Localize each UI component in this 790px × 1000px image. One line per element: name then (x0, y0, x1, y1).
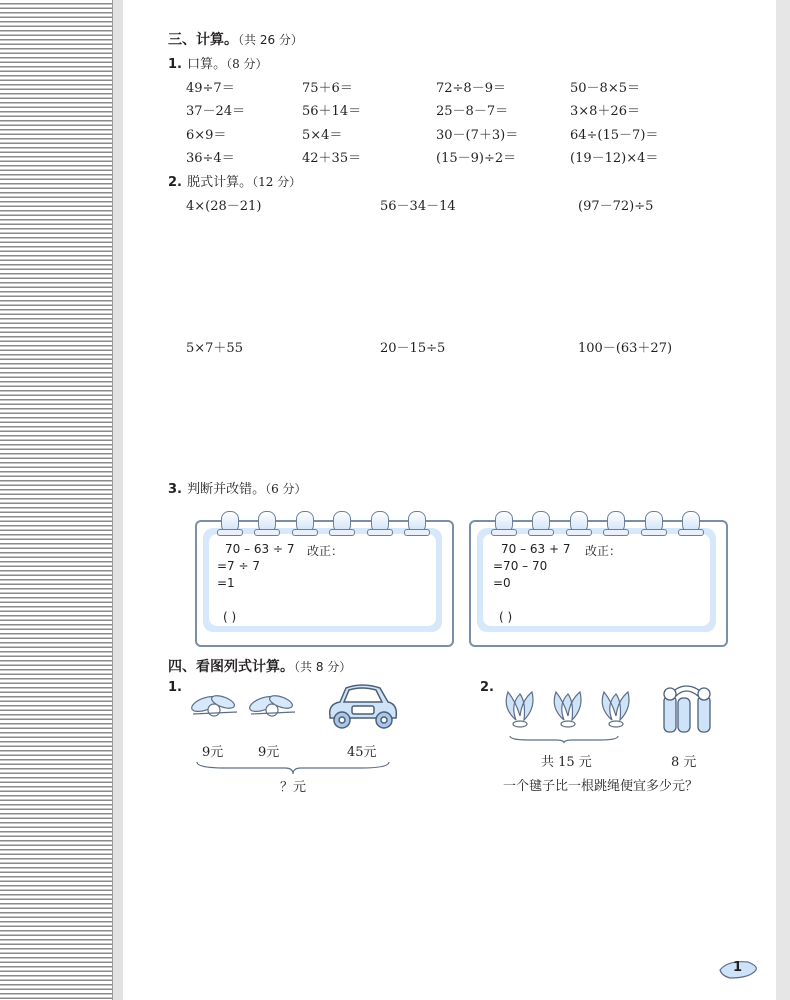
q2-r1-c1: 20－15÷5 (380, 341, 446, 356)
q2-label: 脱式计算。 (187, 175, 253, 190)
q1-r2-c3: 64÷(15－7)＝ (570, 128, 659, 143)
q1-r3-c0: 36÷4＝ (186, 151, 235, 166)
q1-r0-c0: 49÷7＝ (186, 81, 235, 96)
q1-r0-c1: 75＋6＝ (302, 81, 353, 96)
q2-r0-c2: (97－72)÷5 (578, 199, 654, 214)
page-number: 1 (733, 960, 743, 975)
shuttlecock-icon (498, 688, 638, 734)
q2-r1-c2: 100－(63＋27) (578, 341, 673, 356)
card-1-fix-label: 改正： (307, 544, 344, 558)
q1-r2-c1: 5×4＝ (302, 128, 343, 143)
judge-card-2 (469, 520, 728, 647)
card-2-fix-label: 改正： (585, 544, 622, 558)
binder-ring-icon (296, 511, 314, 533)
card-1-answer-paren[interactable]: ( ) (223, 610, 237, 624)
shuttle-brace (508, 734, 620, 744)
left-stripe-margin (0, 0, 113, 1000)
q3-heading (168, 478, 307, 497)
section4-title: 四、看图列式计算。 (168, 659, 294, 675)
q1-label: 口算。 (187, 57, 227, 72)
q1-r3-c2: (15－9)÷2＝ (436, 151, 517, 166)
section4-points: （共 8 分） (294, 660, 352, 674)
q2-heading (168, 171, 301, 190)
binder-ring-icon (682, 511, 700, 533)
q1-r1-c2: 25－8－7＝ (436, 104, 509, 119)
q1-number: 1. (168, 57, 182, 72)
q2-points: （12 分） (252, 175, 302, 189)
q2-r1-c0: 5×7＋55 (186, 341, 243, 356)
car-price: 45元 (347, 745, 377, 760)
binder-ring-icon (371, 511, 389, 533)
section3-points: （共 26 分） (238, 33, 303, 47)
section4-heading (168, 656, 351, 676)
q1-r3-c1: 42＋35＝ (302, 151, 362, 166)
toy-plane-icon (183, 690, 303, 726)
q3-points: （6 分） (265, 482, 307, 496)
shuttle-total: 共 15 元 (541, 755, 592, 770)
card-2-line3: =0 (493, 576, 511, 590)
binder-ring-icon (333, 511, 351, 533)
plane-price-1: 9元 (202, 745, 224, 760)
q1-r1-c1: 56＋14＝ (302, 104, 362, 119)
right-gray-bar (776, 0, 790, 1000)
q1-points: （8 分） (226, 57, 268, 71)
q2-r0-c0: 4×(28－21) (186, 199, 262, 214)
q1-r2-c0: 6×9＝ (186, 128, 227, 143)
card-1-line3: =1 (217, 576, 235, 590)
card-1-line1: 70 – 63 ÷ 7 (225, 542, 295, 556)
binder-ring-icon (570, 511, 588, 533)
q1-r0-c2: 72÷8－9＝ (436, 81, 506, 96)
judge-card-1 (195, 520, 454, 647)
binder-ring-icon (221, 511, 239, 533)
card-1-line2: =7 ÷ 7 (217, 559, 261, 573)
q1-r2-c2: 30－(7＋3)＝ (436, 128, 519, 143)
section3-heading (168, 29, 303, 49)
binder-ring-icon (408, 511, 426, 533)
p1-number: 1. (168, 680, 182, 695)
q1-r0-c3: 50－8×5＝ (570, 81, 640, 96)
page-number-badge (718, 958, 758, 980)
q2-number: 2. (168, 175, 182, 190)
q1-r1-c3: 3×8＋26＝ (570, 104, 640, 119)
binder-ring-icon (495, 511, 513, 533)
card-2-line1: 70 – 63 + 7 (501, 542, 571, 556)
p2-question: 一个毽子比一根跳绳便宜多少元？ (503, 779, 699, 794)
left-gray-bar (113, 0, 123, 1000)
section3-title: 三、计算。 (168, 32, 238, 48)
binder-ring-icon (607, 511, 625, 533)
q2-r0-c1: 56－34－14 (380, 199, 456, 214)
total-brace (195, 760, 391, 776)
card-2-answer-paren[interactable]: ( ) (499, 610, 513, 624)
binder-ring-icon (258, 511, 276, 533)
binder-ring-icon (645, 511, 663, 533)
card-2-line2: =70 – 70 (493, 559, 548, 573)
q1-heading (168, 53, 268, 72)
binder-ring-icon (532, 511, 550, 533)
q3-number: 3. (168, 482, 182, 497)
q1-r3-c3: (19－12)×4＝ (570, 151, 659, 166)
rope-price: 8 元 (671, 755, 697, 770)
q1-r1-c0: 37－24＝ (186, 104, 246, 119)
q3-label: 判断并改错。 (187, 482, 266, 497)
p2-number: 2. (480, 680, 494, 695)
total-unknown: ？元 (280, 780, 307, 795)
plane-price-2: 9元 (258, 745, 280, 760)
toy-car-icon (322, 680, 402, 734)
jump-rope-icon (656, 682, 718, 738)
